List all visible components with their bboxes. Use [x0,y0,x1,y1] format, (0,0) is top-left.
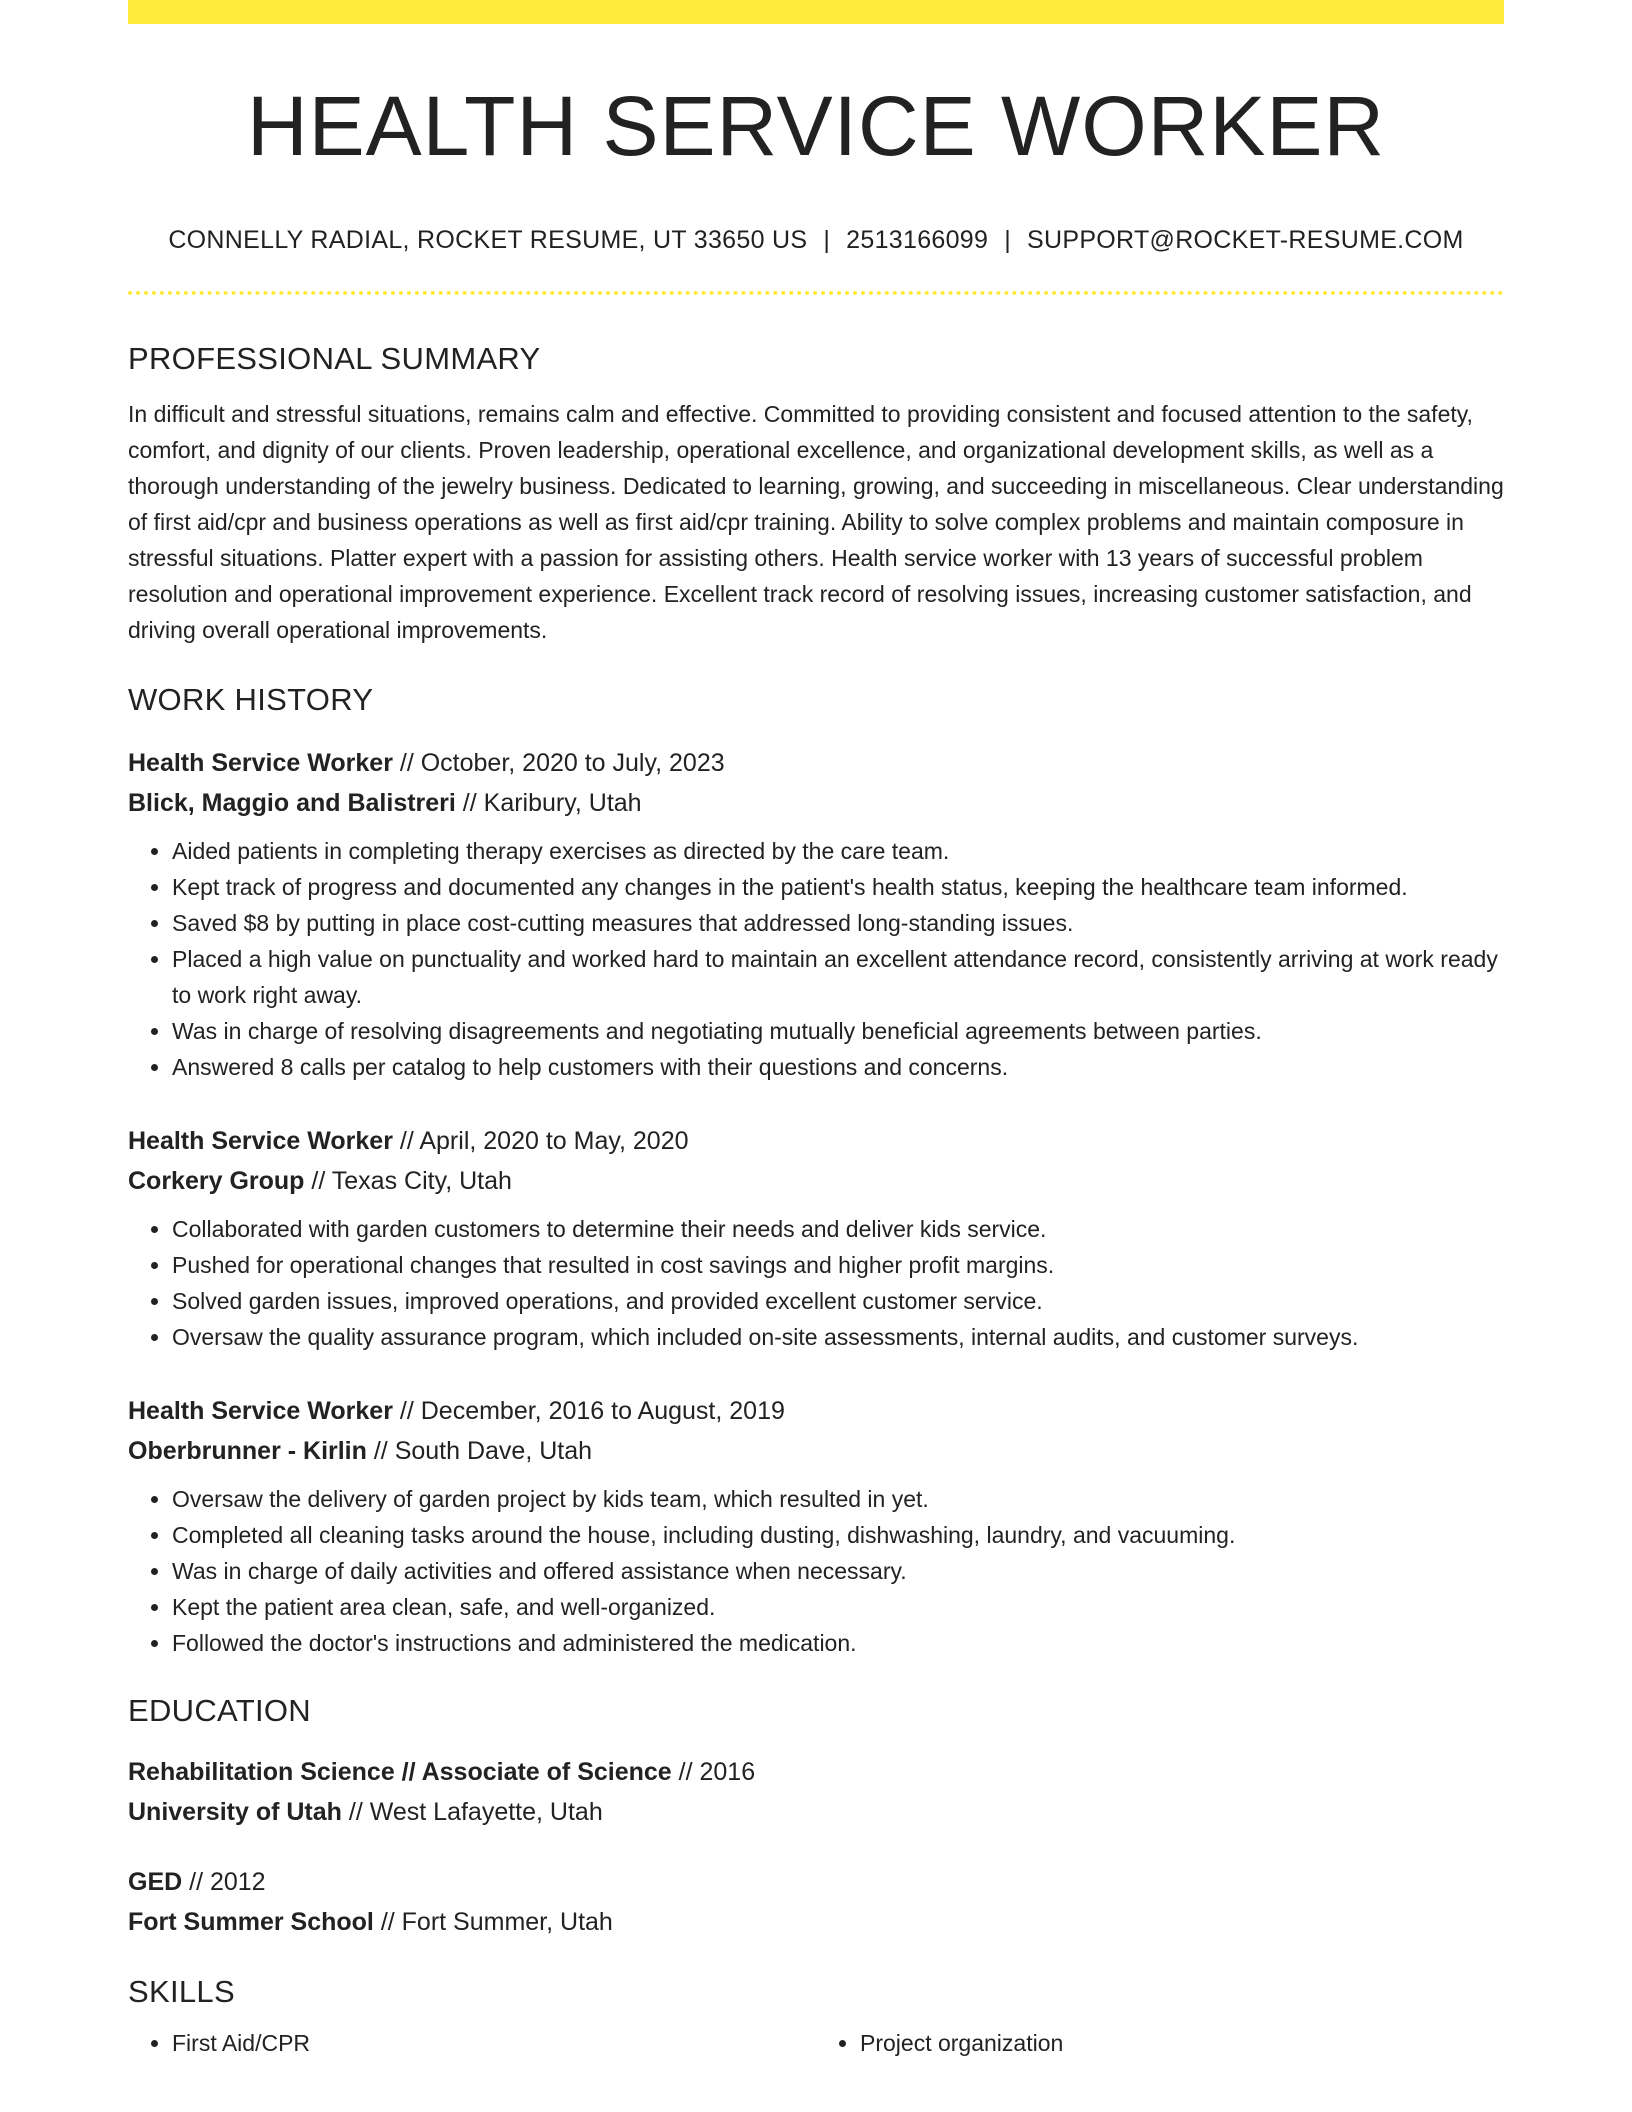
job-location: // Karibury, Utah [455,789,642,817]
job-bullet: • Pushed for operational changes that resulted in cost savings and higher profit margins. [172,1247,1504,1283]
job-bullet: • Placed a high value on punctuality and worked hard to maintain an excellent attendance record, consistently arriving at work ready to work right away. [172,941,1504,1013]
skill-item: • First Aid/CPR [172,2025,816,2061]
job-bullets [128,1481,1504,1661]
education-degree-line [128,1862,1504,1902]
education-school-line [128,1902,1504,1942]
education-degree: GED [128,1868,183,1896]
job-bullet: • Solved garden issues, improved operations, and provided excellent customer service. [172,1283,1504,1319]
education-school-line [128,1792,1504,1832]
contact-separator: | [1004,226,1012,254]
job-company: Blick, Maggio and Balistreri [128,789,456,817]
page-title: HEALTH SERVICE WORKER [246,79,1386,173]
education-school: University of Utah [128,1798,342,1826]
job-entry [128,743,1504,1085]
resume-page [128,0,1504,2061]
job-company: Corkery Group [128,1167,305,1195]
job-dates: // December, 2016 to August, 2019 [392,1397,785,1425]
job-dates: // April, 2020 to May, 2020 [392,1127,689,1155]
skills-column-left [128,2025,816,2061]
education-year: // 2012 [182,1868,266,1896]
job-bullet: • Aided patients in completing therapy exercises as directed by the care team. [172,833,1504,869]
job-bullet: • Collaborated with garden customers to determine their needs and deliver kids service. [172,1211,1504,1247]
education-degree: Rehabilitation Science // Associate of Science [128,1758,672,1786]
job-bullet: • Completed all cleaning tasks around the house, including dusting, dishwashing, laundry, and vacuuming. [172,1517,1504,1553]
contact-separator: | [823,226,831,254]
job-entry [128,1391,1504,1661]
summary-heading: PROFESSIONAL SUMMARY [128,341,541,376]
skill-item: • Project organization [860,2025,1504,2061]
job-title-line [128,1391,1504,1431]
work-history-heading: WORK HISTORY [128,682,374,717]
job-role: Health Service Worker [128,1397,393,1425]
contact-email: SUPPORT@ROCKET-RESUME.COM [1027,226,1464,254]
skills-heading: SKILLS [128,1974,235,2009]
job-bullet: • Kept the patient area clean, safe, and well-organized. [172,1589,1504,1625]
header-divider [128,291,1504,295]
job-role: Health Service Worker [128,1127,393,1155]
education-degree-line [128,1752,1504,1792]
job-entry [128,1121,1504,1355]
contact-address: CONNELLY RADIAL, ROCKET RESUME, UT 33650 US [168,226,808,254]
job-location: // South Dave, Utah [366,1437,593,1465]
top-accent-bar [128,0,1504,24]
job-role: Health Service Worker [128,749,393,777]
job-bullet: • Answered 8 calls per catalog to help customers with their questions and concerns. [172,1049,1504,1085]
education-entry [128,1862,1504,1942]
job-bullet: • Oversaw the quality assurance program, which included on-site assessments, internal audits, and customer surveys. [172,1319,1504,1355]
job-company-line [128,1161,1504,1201]
job-dates: // October, 2020 to July, 2023 [392,749,725,777]
contact-line [128,228,1504,253]
job-location: // Texas City, Utah [304,1167,512,1195]
job-title-line [128,743,1504,783]
job-bullet: • Oversaw the delivery of garden project by kids team, which resulted in yet. [172,1481,1504,1517]
contact-phone: 2513166099 [846,226,989,254]
job-company: Oberbrunner - Kirlin [128,1437,367,1465]
job-bullet: • Kept track of progress and documented any changes in the patient's health status, keeping the healthcare team informed. [172,869,1504,905]
job-bullet: • Was in charge of resolving disagreements and negotiating mutually beneficial agreements between parties. [172,1013,1504,1049]
summary-text: In difficult and stressful situations, remains calm and effective. Committed to providing consistent and focused attention to the safety, comfort, and dignity of our clients. Proven leadership, operational excellence, and organizational development skills, as well as a thorough understanding of the jewelry business. Dedicated to learning, growing, and succeeding in miscellaneous. Clear understanding of first aid/cpr and business operations as well as first aid/cpr training. Ability to solve complex problems and maintain composure in stressful situations. Platter expert with a passion for assisting others. Health service worker with 13 years of successful problem resolution and operational improvement experience. Excellent track record of resolving issues, increasing customer satisfaction, and driving overall operational improvements. [128,401,1504,643]
education-year: // 2016 [671,1758,756,1786]
job-bullets [128,1211,1504,1355]
job-bullet: • Was in charge of daily activities and offered assistance when necessary. [172,1553,1504,1589]
job-title-line [128,1121,1504,1161]
education-heading: EDUCATION [128,1693,311,1728]
job-company-line [128,783,1504,823]
job-bullet: • Saved $8 by putting in place cost-cutting measures that addressed long-standing issues. [172,905,1504,941]
skills-column-right [816,2025,1504,2061]
education-entry [128,1752,1504,1832]
skills-list [128,2025,1504,2061]
job-bullets [128,833,1504,1085]
education-school: Fort Summer School [128,1908,374,1936]
job-company-line [128,1431,1504,1471]
job-bullet: • Followed the doctor's instructions and administered the medication. [172,1625,1504,1661]
education-location: // West Lafayette, Utah [341,1798,603,1826]
education-location: // Fort Summer, Utah [373,1908,613,1936]
